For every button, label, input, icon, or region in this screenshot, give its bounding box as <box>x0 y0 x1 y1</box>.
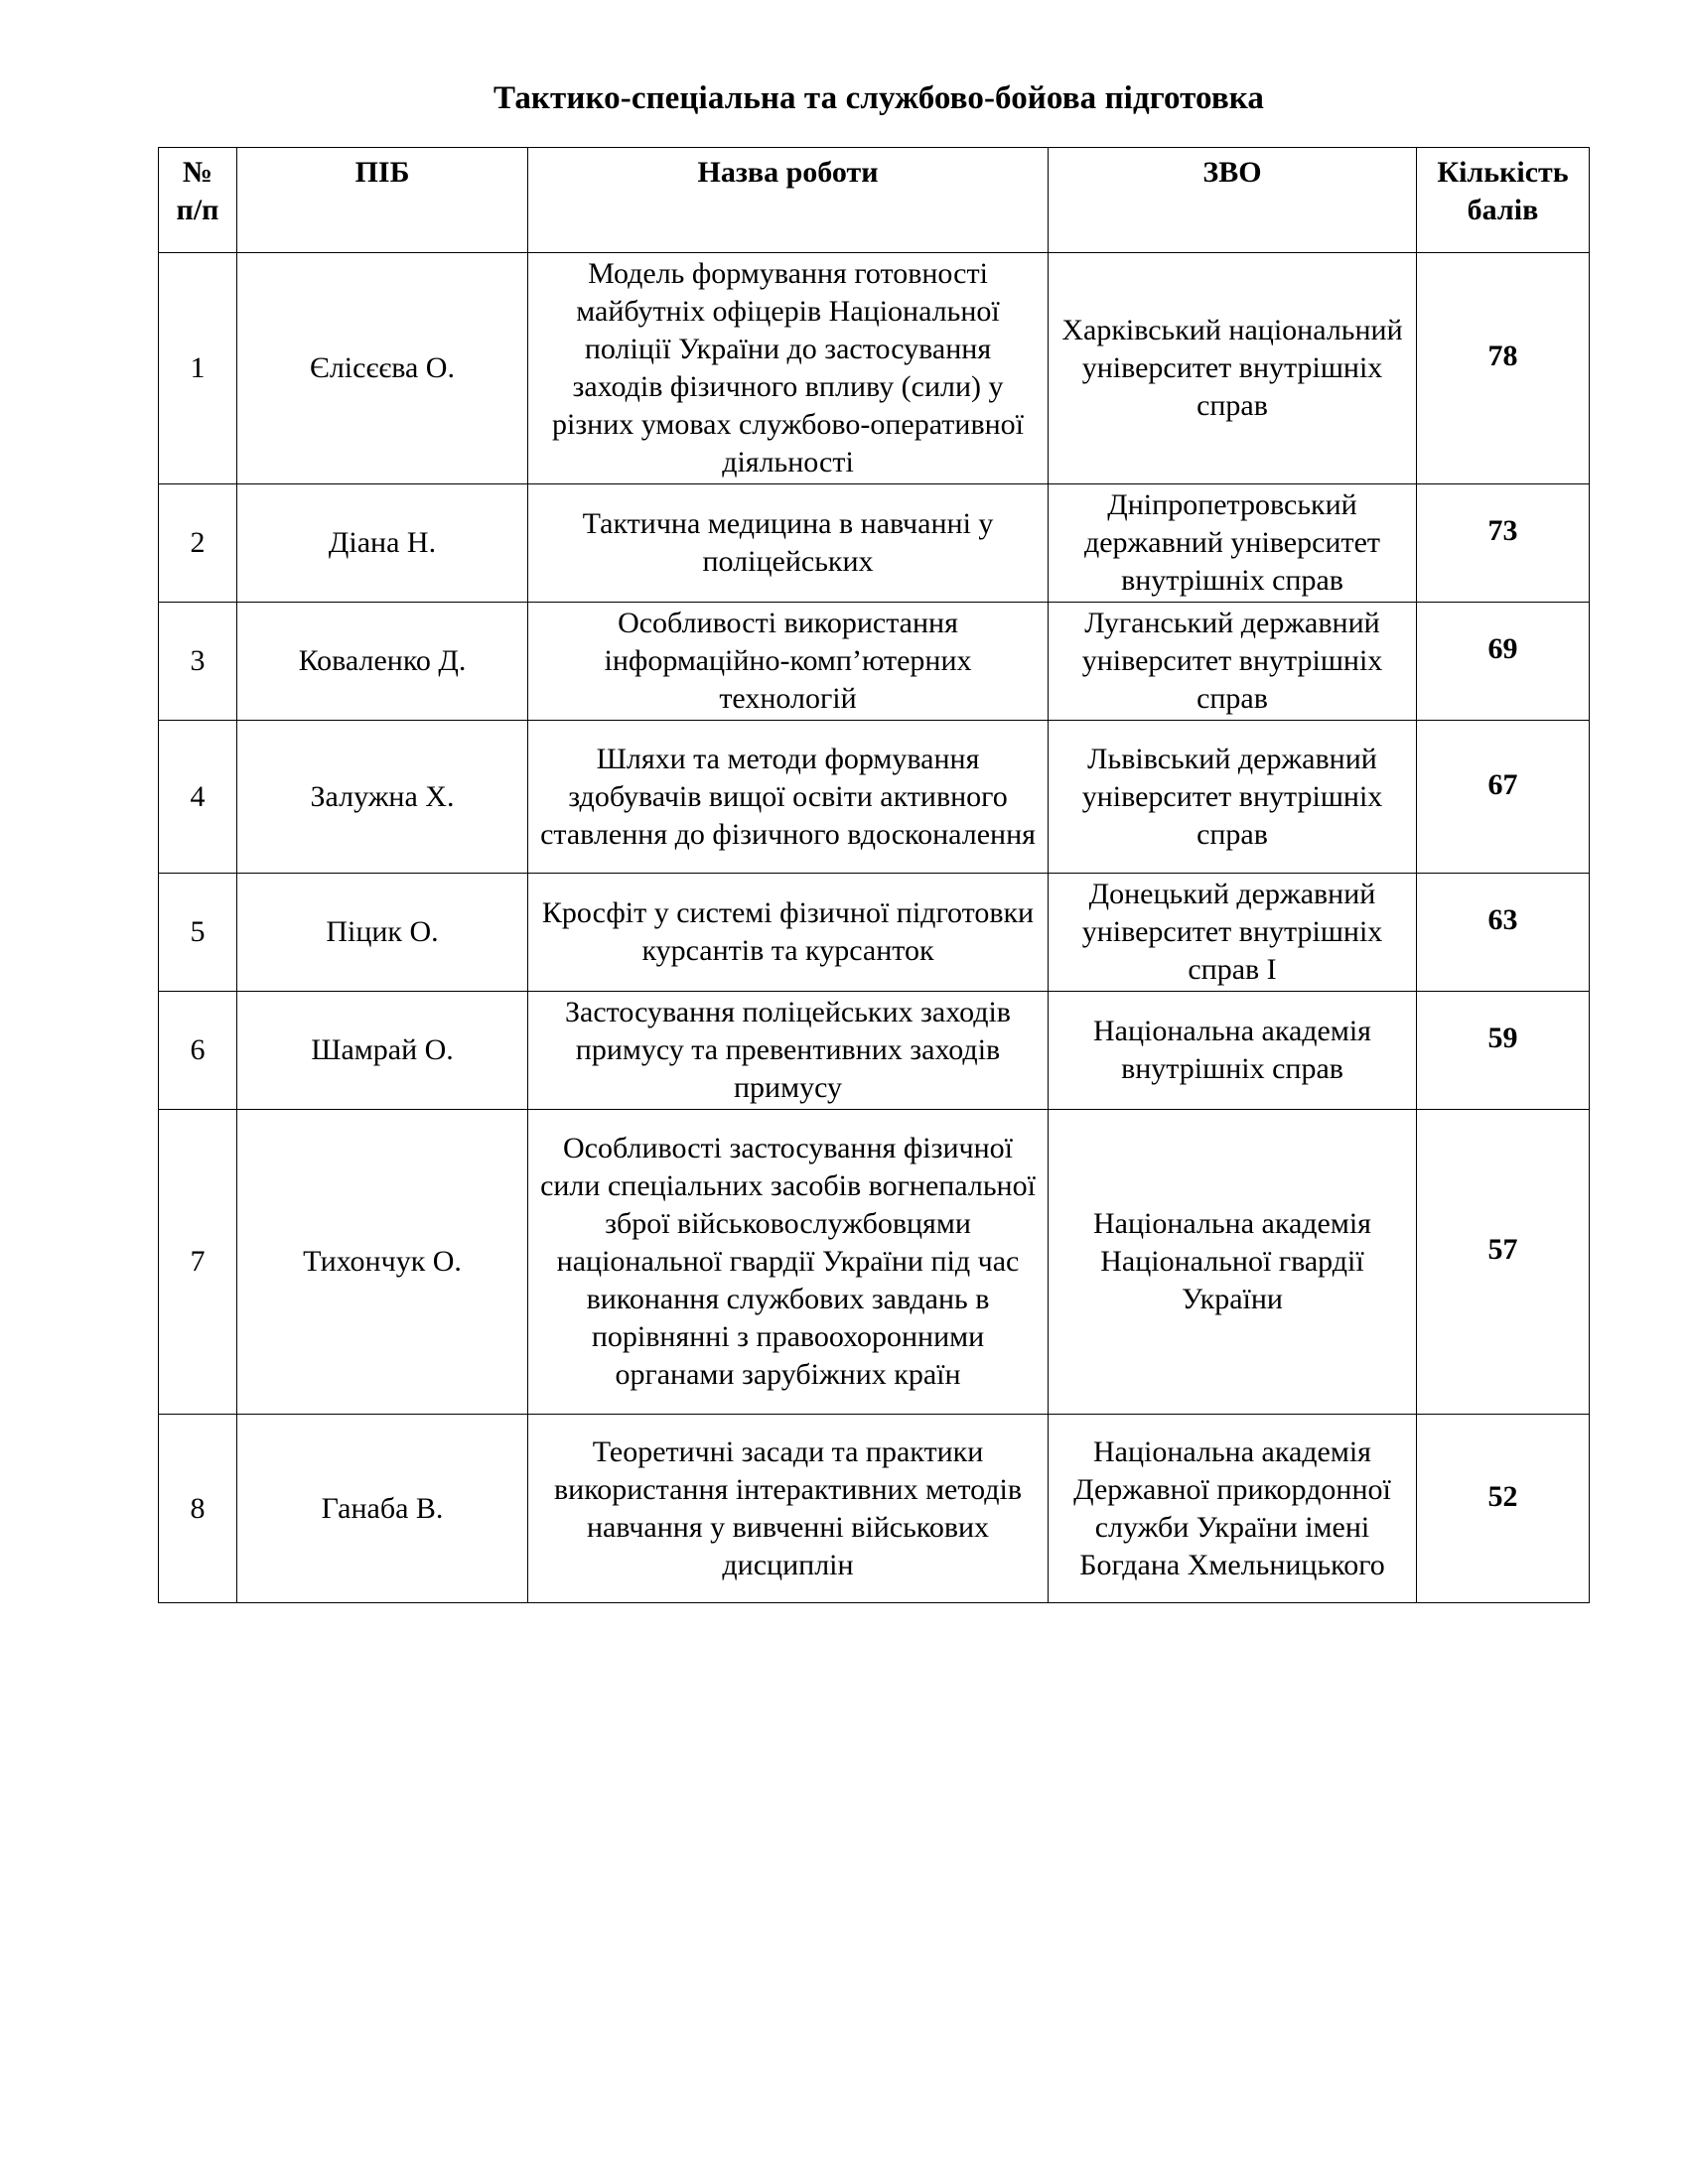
row-number: 1 <box>159 253 237 484</box>
table-row <box>159 1110 1590 1415</box>
row-score-cell <box>1417 874 1590 992</box>
header-work-title: Назва роботи <box>528 148 1049 253</box>
row-name: Єлісєєва О. <box>237 253 528 484</box>
row-institution: Національна академія внутрішніх справ <box>1049 992 1417 1110</box>
page-title: Тактико-спеціальна та службово-бойова підготовка <box>493 80 1264 116</box>
row-score: 67 <box>1487 767 1518 801</box>
row-name: Шамрай О. <box>237 992 528 1110</box>
row-institution: Донецький державний університет внутрішніх справ І <box>1049 874 1417 992</box>
row-number: 3 <box>159 603 237 721</box>
table-row <box>159 992 1590 1110</box>
row-score-cell <box>1417 603 1590 721</box>
row-institution: Луганський державний університет внутрішніх справ <box>1049 603 1417 721</box>
table-row <box>159 253 1590 484</box>
row-score: 78 <box>1487 340 1518 372</box>
row-name: Діана Н. <box>237 484 528 603</box>
row-institution: Дніпропетровський державний університет внутрішніх справ <box>1049 484 1417 603</box>
row-score-cell <box>1417 1110 1590 1415</box>
row-score-cell <box>1417 253 1590 484</box>
row-name: Залужна Х. <box>237 721 528 874</box>
row-work-title: Особливості використання інформаційно-комп’ютерних технологій <box>528 603 1049 721</box>
table-row <box>159 721 1590 874</box>
row-score-cell <box>1417 992 1590 1110</box>
header-name: ПІБ <box>237 148 528 253</box>
row-work-title: Модель формування готовності майбутніх офіцерів Національної поліції України до застосування заходів фізичного впливу (сили) у різних умовах службово-оперативної діяльності <box>528 253 1049 484</box>
row-score-cell <box>1417 721 1590 874</box>
row-work-title: Теоретичні засади та практики використання інтерактивних методів навчання у вивченні військових дисциплін <box>528 1415 1049 1603</box>
table-header-row <box>159 148 1590 253</box>
row-name: Ганаба В. <box>237 1415 528 1603</box>
row-institution: Харківський національний університет внутрішніх справ <box>1049 253 1417 484</box>
row-number: 5 <box>159 874 237 992</box>
row-name: Тихончук О. <box>237 1110 528 1415</box>
row-number: 8 <box>159 1415 237 1603</box>
table-row <box>159 603 1590 721</box>
table-row <box>159 874 1590 992</box>
row-number: 4 <box>159 721 237 874</box>
row-name: Коваленко Д. <box>237 603 528 721</box>
row-score-cell <box>1417 1415 1590 1603</box>
table-row <box>159 484 1590 603</box>
results-table <box>158 147 1590 1603</box>
row-work-title: Кросфіт у системі фізичної підготовки курсантів та курсанток <box>528 874 1049 992</box>
row-score: 52 <box>1487 1479 1518 1513</box>
row-institution: Львівський державний університет внутрішніх справ <box>1049 721 1417 874</box>
row-score-cell <box>1417 484 1590 603</box>
header-number: № п/п <box>159 148 237 253</box>
row-score: 57 <box>1487 1233 1518 1266</box>
header-institution: ЗВО <box>1049 148 1417 253</box>
row-institution: Національна академія Національної гвардії України <box>1049 1110 1417 1415</box>
header-score: Кількість балів <box>1417 148 1590 253</box>
table-row <box>159 1415 1590 1603</box>
row-work-title: Особливості застосування фізичної сили спеціальних засобів вогнепальної зброї військовослужбовцями національної гвардії України під час виконання службових завдань в порівнянні з правоохоронними органами зарубіжних країн <box>528 1110 1049 1415</box>
row-name: Піцик О. <box>237 874 528 992</box>
row-score: 69 <box>1487 632 1518 665</box>
row-work-title: Тактична медицина в навчанні у поліцейських <box>528 484 1049 603</box>
row-score: 63 <box>1487 903 1518 936</box>
row-institution: Національна академія Державної прикордонної служби України імені Богдана Хмельницького <box>1049 1415 1417 1603</box>
row-number: 7 <box>159 1110 237 1415</box>
row-number: 6 <box>159 992 237 1110</box>
row-score: 73 <box>1487 514 1518 547</box>
row-work-title: Шляхи та методи формування здобувачів вищої освіти активного ставлення до фізичного вдосконалення <box>528 721 1049 874</box>
row-number: 2 <box>159 484 237 603</box>
row-score: 59 <box>1487 1022 1518 1054</box>
row-work-title: Застосування поліцейських заходів примусу та превентивних заходів примусу <box>528 992 1049 1110</box>
